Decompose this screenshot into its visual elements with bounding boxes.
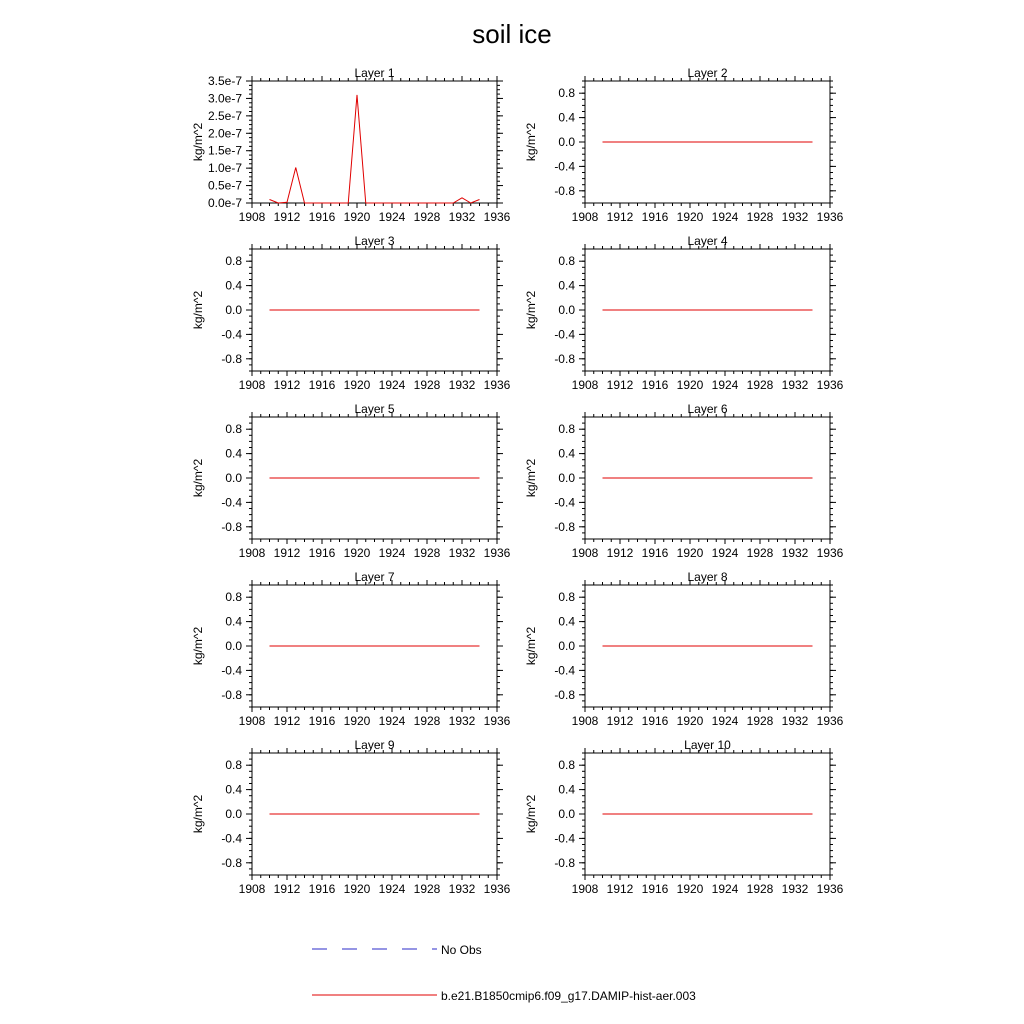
panel-5 — [191, 402, 511, 560]
x-tick-label: 1912 — [273, 714, 301, 728]
y-axis-label: kg/m^2 — [524, 458, 538, 498]
y-axis-label: kg/m^2 — [191, 290, 205, 330]
y-tick-label: 0.0 — [558, 471, 575, 485]
y-tick-label: 0.8 — [225, 590, 242, 605]
y-axis-label: kg/m^2 — [524, 290, 538, 330]
panel-title: Layer 8 — [687, 570, 728, 584]
y-tick-label: -0.8 — [221, 519, 242, 534]
y-tick-label: 0.0 — [225, 303, 242, 317]
panel-title: Layer 5 — [354, 402, 395, 416]
panel-title: Layer 2 — [687, 66, 728, 80]
panel-6 — [524, 402, 844, 560]
x-tick-label: 1916 — [641, 210, 669, 224]
panel-title: Layer 4 — [687, 234, 728, 248]
x-tick-label: 1916 — [308, 210, 336, 224]
y-tick-label: 0.0e-7 — [207, 196, 242, 210]
x-tick-label: 1912 — [273, 546, 301, 560]
panel-1 — [191, 66, 511, 224]
x-tick-label: 1936 — [483, 714, 511, 728]
y-axis-label: kg/m^2 — [524, 122, 538, 162]
x-tick-label: 1928 — [413, 714, 441, 728]
x-tick-label: 1912 — [606, 546, 634, 560]
y-tick-label: -0.4 — [221, 663, 242, 678]
x-tick-label: 1916 — [641, 546, 669, 560]
y-tick-label: 0.4 — [225, 614, 242, 629]
y-tick-label: 2.5e-7 — [207, 108, 242, 123]
x-tick-label: 1912 — [606, 210, 634, 224]
x-tick-label: 1936 — [816, 714, 844, 728]
y-tick-label: -0.4 — [554, 159, 575, 174]
y-tick-label: 0.4 — [225, 446, 242, 461]
y-tick-label: -0.8 — [554, 519, 575, 534]
x-tick-label: 1924 — [378, 882, 406, 896]
x-tick-label: 1932 — [448, 210, 476, 224]
x-tick-label: 1912 — [606, 378, 634, 392]
panel-8 — [524, 570, 844, 728]
x-tick-label: 1936 — [483, 210, 511, 224]
y-tick-label: 0.8 — [558, 254, 575, 269]
y-tick-label: -0.8 — [221, 855, 242, 870]
x-tick-label: 1908 — [571, 546, 599, 560]
y-tick-label: -0.4 — [221, 831, 242, 846]
y-tick-label: -0.4 — [554, 495, 575, 510]
y-tick-label: 0.0 — [225, 807, 242, 821]
x-tick-label: 1920 — [676, 210, 704, 224]
y-tick-label: 2.0e-7 — [207, 126, 242, 141]
y-tick-label: 0.8 — [558, 758, 575, 773]
x-tick-label: 1936 — [816, 882, 844, 896]
x-tick-label: 1936 — [483, 546, 511, 560]
y-tick-label: 0.0 — [558, 639, 575, 653]
y-tick-label: 0.4 — [225, 782, 242, 797]
x-tick-label: 1916 — [308, 882, 336, 896]
x-tick-label: 1928 — [746, 882, 774, 896]
x-tick-label: 1928 — [413, 546, 441, 560]
x-tick-label: 1912 — [606, 882, 634, 896]
x-tick-label: 1908 — [571, 714, 599, 728]
x-tick-label: 1920 — [676, 378, 704, 392]
x-tick-label: 1932 — [448, 546, 476, 560]
series-line — [270, 95, 480, 203]
figure-title: soil ice — [472, 19, 552, 49]
y-tick-label: -0.8 — [554, 183, 575, 198]
y-tick-label: -0.4 — [221, 327, 242, 342]
x-tick-label: 1908 — [238, 714, 266, 728]
panel-10 — [524, 738, 844, 896]
x-tick-label: 1916 — [641, 882, 669, 896]
x-tick-label: 1932 — [448, 378, 476, 392]
x-tick-label: 1924 — [711, 546, 739, 560]
y-axis-label: kg/m^2 — [191, 458, 205, 498]
x-tick-label: 1936 — [816, 210, 844, 224]
x-tick-label: 1916 — [308, 378, 336, 392]
panel-9 — [191, 738, 511, 896]
x-tick-label: 1920 — [343, 546, 371, 560]
panel-title: Layer 1 — [354, 66, 395, 80]
y-tick-label: 0.0 — [225, 639, 242, 653]
x-tick-label: 1912 — [606, 714, 634, 728]
x-tick-label: 1936 — [483, 378, 511, 392]
x-tick-label: 1908 — [571, 378, 599, 392]
x-tick-label: 1932 — [448, 714, 476, 728]
panel-title: Layer 6 — [687, 402, 728, 416]
x-tick-label: 1928 — [746, 546, 774, 560]
x-tick-label: 1920 — [676, 882, 704, 896]
y-tick-label: -0.8 — [221, 351, 242, 366]
y-tick-label: -0.8 — [554, 855, 575, 870]
x-tick-label: 1932 — [781, 546, 809, 560]
panel-2 — [524, 66, 844, 224]
x-tick-label: 1908 — [571, 882, 599, 896]
x-tick-label: 1924 — [711, 882, 739, 896]
y-tick-label: -0.8 — [554, 687, 575, 702]
legend-label-obs: No Obs — [441, 943, 482, 957]
y-tick-label: 0.0 — [558, 303, 575, 317]
panels — [191, 66, 844, 896]
y-tick-label: -0.4 — [554, 327, 575, 342]
y-tick-label: 0.4 — [558, 782, 575, 797]
y-tick-label: 0.4 — [558, 614, 575, 629]
x-tick-label: 1936 — [816, 378, 844, 392]
y-tick-label: 0.5e-7 — [207, 178, 242, 193]
y-tick-label: 0.8 — [558, 422, 575, 437]
x-tick-label: 1924 — [378, 378, 406, 392]
y-axis-label: kg/m^2 — [524, 626, 538, 666]
y-tick-label: 0.0 — [225, 471, 242, 485]
x-tick-label: 1928 — [746, 210, 774, 224]
y-tick-label: 0.4 — [558, 278, 575, 293]
y-tick-label: 0.8 — [225, 422, 242, 437]
x-tick-label: 1928 — [413, 378, 441, 392]
x-tick-label: 1932 — [781, 882, 809, 896]
plot-frame — [252, 81, 497, 203]
x-tick-label: 1932 — [781, 210, 809, 224]
y-tick-label: 1.5e-7 — [207, 143, 242, 158]
y-axis-label: kg/m^2 — [191, 626, 205, 666]
x-tick-label: 1916 — [641, 714, 669, 728]
x-tick-label: 1908 — [238, 210, 266, 224]
x-tick-label: 1932 — [448, 882, 476, 896]
y-tick-label: 0.8 — [225, 254, 242, 269]
x-tick-label: 1924 — [711, 210, 739, 224]
y-tick-label: 0.0 — [558, 807, 575, 821]
panel-title: Layer 3 — [354, 234, 395, 248]
x-tick-label: 1912 — [273, 210, 301, 224]
y-axis-label: kg/m^2 — [191, 122, 205, 162]
y-axis-label: kg/m^2 — [191, 794, 205, 834]
y-tick-label: 3.5e-7 — [207, 74, 242, 88]
panel-title: Layer 9 — [354, 738, 395, 752]
y-tick-label: 0.8 — [558, 86, 575, 101]
x-tick-label: 1932 — [781, 378, 809, 392]
x-tick-label: 1920 — [343, 210, 371, 224]
x-tick-label: 1920 — [343, 378, 371, 392]
x-tick-label: 1912 — [273, 378, 301, 392]
x-tick-label: 1916 — [308, 714, 336, 728]
x-tick-label: 1924 — [378, 714, 406, 728]
x-tick-label: 1928 — [746, 714, 774, 728]
y-axis-label: kg/m^2 — [524, 794, 538, 834]
panel-4 — [524, 234, 844, 392]
panel-title: Layer 7 — [354, 570, 395, 584]
x-tick-label: 1936 — [816, 546, 844, 560]
x-tick-label: 1908 — [571, 210, 599, 224]
panel-3 — [191, 234, 511, 392]
y-tick-label: -0.8 — [221, 687, 242, 702]
x-tick-label: 1928 — [413, 882, 441, 896]
x-tick-label: 1908 — [238, 882, 266, 896]
x-tick-label: 1908 — [238, 546, 266, 560]
x-tick-label: 1936 — [483, 882, 511, 896]
y-tick-label: 0.4 — [558, 110, 575, 125]
x-tick-label: 1924 — [378, 210, 406, 224]
panel-title: Layer 10 — [684, 738, 731, 752]
y-tick-label: 1.0e-7 — [207, 161, 242, 176]
x-tick-label: 1924 — [711, 714, 739, 728]
x-tick-label: 1908 — [238, 378, 266, 392]
x-tick-label: 1916 — [308, 546, 336, 560]
y-tick-label: 3.0e-7 — [207, 91, 242, 106]
y-tick-label: -0.8 — [554, 351, 575, 366]
legend-label-model: b.e21.B1850cmip6.f09_g17.DAMIP-hist-aer.003 — [441, 989, 696, 1003]
x-tick-label: 1928 — [746, 378, 774, 392]
legend — [312, 943, 696, 1003]
x-tick-label: 1912 — [273, 882, 301, 896]
y-tick-label: 0.0 — [558, 135, 575, 149]
y-tick-label: 0.8 — [558, 590, 575, 605]
x-tick-label: 1920 — [676, 714, 704, 728]
x-tick-label: 1916 — [641, 378, 669, 392]
x-tick-label: 1924 — [378, 546, 406, 560]
y-tick-label: -0.4 — [554, 663, 575, 678]
x-tick-label: 1920 — [676, 546, 704, 560]
y-tick-label: 0.4 — [558, 446, 575, 461]
panel-7 — [191, 570, 511, 728]
x-tick-label: 1924 — [711, 378, 739, 392]
y-tick-label: -0.4 — [554, 831, 575, 846]
x-tick-label: 1932 — [781, 714, 809, 728]
y-tick-label: 0.8 — [225, 758, 242, 773]
y-tick-label: 0.4 — [225, 278, 242, 293]
x-tick-label: 1920 — [343, 882, 371, 896]
y-tick-label: -0.4 — [221, 495, 242, 510]
x-tick-label: 1920 — [343, 714, 371, 728]
x-tick-label: 1928 — [413, 210, 441, 224]
